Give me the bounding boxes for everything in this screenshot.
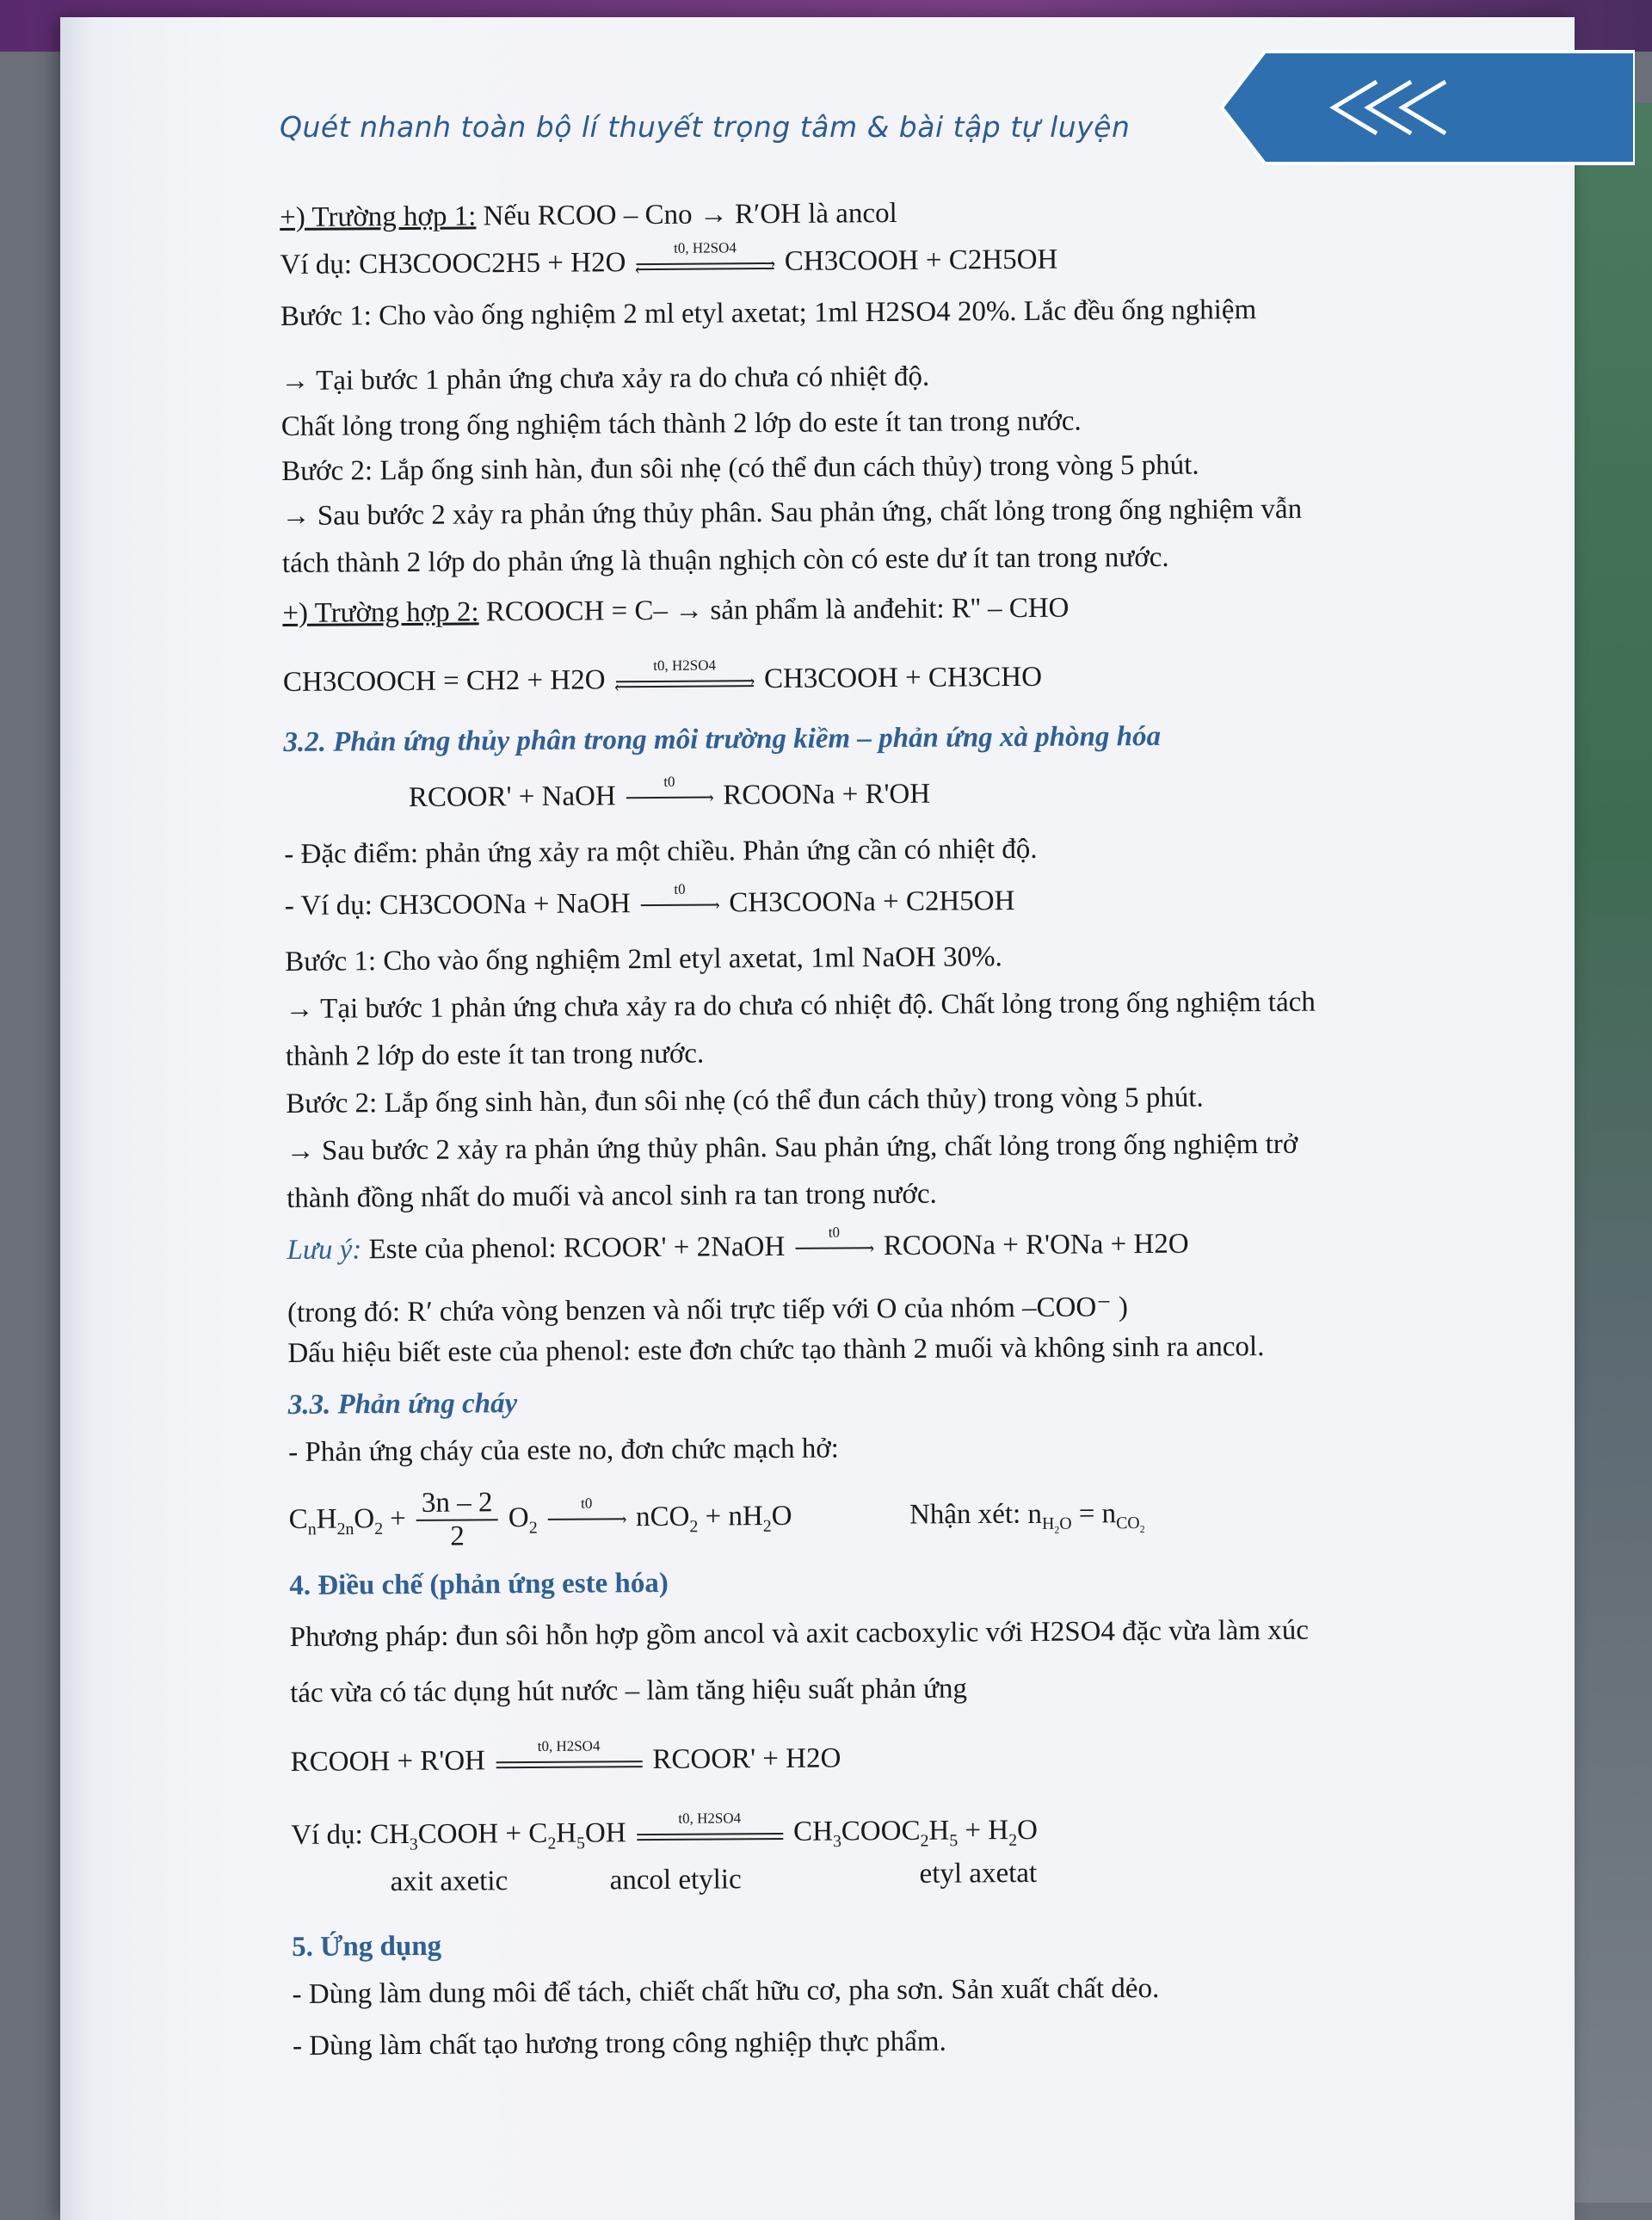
name-axit-axetic: axit axetic <box>390 1865 509 1898</box>
example1-equation <box>280 239 1058 281</box>
step1-text: Bước 1: Cho vào ống nghiệm 2 ml etyl axetat; 1ml H2SO4 20%. Lắc đều ống nghiệm <box>280 294 1257 332</box>
application-item-1: - Dùng làm dung môi để tách, chiết chất hữu cơ, pha sơn. Sản xuất chất dẻo. <box>292 1972 1160 2010</box>
note-label: Lưu ý: <box>287 1234 362 1266</box>
name-etyl-axetat: etyl axetat <box>919 1857 1038 1890</box>
naoh-step2-text: Bước 2: Lắp ống sinh hàn, đun sôi nhẹ (có thể đun cách thủy) trong vòng 5 phút. <box>286 1082 1204 1119</box>
section-3-3-title: 3.3. Phản ứng cháy <box>287 1388 518 1421</box>
book-page <box>60 17 1575 2220</box>
combustion-products: $nCO_2 + nH_2O$ <box>635 1500 792 1536</box>
phenol-note-detail: (trong đó: R′ chứa vòng benzen và nối trực tiếp với O của nhóm –COO⁻ ) <box>287 1292 1129 1329</box>
note-text: Este của phenol: <box>368 1232 557 1266</box>
example3-reactants: CH3COONa + NaOH <box>379 888 631 922</box>
arrow-right-icon: t0 › <box>626 789 712 807</box>
combustion-relation: $n_{H_2O} = n_{CO_2}$ <box>1027 1497 1145 1536</box>
step1-note-1: → Tại bước 1 phản ứng chưa xảy ra do chưa có nhiệt độ. <box>280 361 930 397</box>
combustion-oxygen: $O_2$ <box>508 1502 538 1538</box>
section-3-2-title: 3.2. Phản ứng thủy phân trong môi trường kiềm – phản ứng xà phòng hóa <box>283 720 1162 758</box>
naoh-step1-note-2: thành 2 lớp do este ít tan trong nước. <box>285 1038 705 1072</box>
combustion-reactant: $C_nH_{2n}O_2$ + <box>288 1502 406 1539</box>
naoh-step2-note-2: thành đồng nhất do muối và ancol sinh ra tan trong nước. <box>286 1178 937 1214</box>
method-line-1: Phương pháp: đun sôi hỗn hợp gồm ancol và axit cacboxylic với H2SO4 đặc vừa làm xúc <box>289 1614 1310 1653</box>
naoh-step1-note-1: → Tại bước 1 phản ứng chưa xảy ra do chưa có nhiệt độ. Chất lỏng trong ống nghiệm tách <box>285 986 1316 1025</box>
case1-text: Nếu RCOO – Cno → R′OH là ancol <box>483 197 897 232</box>
naoh-step2-note-1: → Sau bước 2 xảy ra phản ứng thủy phân. Sau phản ứng, chất lỏng trong ống nghiệm trở <box>286 1128 1298 1167</box>
equilibrium-arrow-icon <box>637 1810 783 1843</box>
reversible-arrow-icon: t0, H2SO4 › ‹ <box>613 657 755 695</box>
saponification-products: RCOONa + R'OH <box>723 778 931 811</box>
section-5-title: 5. Ứng dụng <box>292 1930 442 1963</box>
arrow-right-icon: t0 › <box>795 1240 872 1258</box>
reaction-condition: t0, H2SO4 <box>537 1737 601 1755</box>
step2-note-1: → Sau bước 2 xảy ra phản ứng thủy phân. Sau phản ứng, chất lỏng trong ống nghiệm vẫn <box>281 493 1303 532</box>
example2-products: CH3COOH + CH3CHO <box>763 661 1043 695</box>
case1-line <box>280 198 897 234</box>
step2-text: Bước 2: Lắp ống sinh hàn, đun sôi nhẹ (có thể đun cách thủy) trong vòng 5 phút. <box>281 449 1199 487</box>
ester-example-equation <box>291 1810 1038 1856</box>
reversible-arrow-icon: t0, H2SO4 › ‹ <box>634 239 776 278</box>
combustion-equation <box>288 1483 1144 1554</box>
method-line-2: tác vừa có tác dụng hút nước – làm tăng hiệu suất phản ứng <box>290 1673 968 1709</box>
section-4-title: 4. Điều chế (phản ứng este hóa) <box>289 1567 669 1601</box>
page-content <box>280 189 1527 2062</box>
example3-products: CH3COONa + C2H5OH <box>729 885 1015 919</box>
example1-products: CH3COOH + C2H5OH <box>784 244 1058 277</box>
reaction-condition: t0, H2SO4 <box>678 1810 742 1828</box>
step1-note-2: Chất lỏng trong ống nghiệm tách thành 2 lớp do este ít tan trong nước. <box>280 405 1082 442</box>
phenol-reactants: RCOOR' + 2NaOH <box>563 1230 786 1264</box>
saponification-equation <box>408 774 931 814</box>
case2-line <box>282 593 1069 630</box>
coefficient-fraction <box>416 1487 498 1553</box>
case2-label: +) Trường hợp 2: <box>282 596 479 629</box>
saponification-reactants: RCOOR' + NaOH <box>408 780 616 813</box>
naoh-step1-text: Bước 1: Cho vào ống nghiệm 2ml etyl axetat, 1ml NaOH 30%. <box>285 941 1002 977</box>
name-ancol-etylic: ancol etylic <box>609 1864 742 1896</box>
reaction-condition: t0 <box>828 1224 841 1241</box>
ester-example-reactants: $CH_3COOH + C_2H_5OH$ <box>369 1817 626 1854</box>
combustion-comment: Nhận xét: <box>909 1498 1021 1531</box>
example1-label: Ví dụ: <box>280 249 353 281</box>
reaction-condition: t0 <box>674 881 686 898</box>
phenol-products: RCOONa + R'ONa + H2O <box>883 1228 1189 1262</box>
phenol-note-line <box>287 1224 1189 1267</box>
fraction-denominator: 2 <box>450 1520 465 1552</box>
example3-equation <box>284 881 1015 922</box>
fraction-numerator: 3n – 2 <box>416 1487 498 1521</box>
combustion-desc: - Phản ứng cháy của este no, đơn chức mạch hở: <box>288 1433 840 1468</box>
phenol-sign: Dấu hiệu biết este của phenol: este đơn chức tạo thành 2 muối và không sinh ra ancol. <box>287 1331 1265 1369</box>
esterification-equation <box>290 1737 841 1778</box>
esterification-products: RCOOR' + H2O <box>652 1742 841 1776</box>
equilibrium-arrow-icon <box>496 1737 642 1772</box>
ester-example-label: Ví dụ: <box>291 1819 363 1851</box>
feature-text: - Đặc điểm: phản ứng xảy ra một chiều. Phản ứng cần có nhiệt độ. <box>284 833 1038 870</box>
case1-label: +) Trường hợp 1: <box>280 200 477 233</box>
example1-reactants: CH3COOC2H5 + H2O <box>359 247 626 281</box>
header-banner <box>1205 34 1635 172</box>
ester-example-products: $CH_3COOC_2H_5 + H_2O$ <box>792 1814 1038 1852</box>
reaction-condition: t0, H2SO4 <box>653 657 717 675</box>
example3-label: - Ví dụ: <box>284 890 373 922</box>
application-item-2: - Dùng làm chất tạo hương trong công nghiệp thực phẩm. <box>292 2026 946 2062</box>
arrow-right-icon: t0 › <box>548 1510 626 1528</box>
arrow-right-icon: t0 › <box>641 897 718 915</box>
esterification-reactants: RCOOH + R'OH <box>290 1745 486 1778</box>
step2-note-2: tách thành 2 lớp do phản ứng là thuận nghịch còn có este dư ít tan trong nước. <box>281 541 1169 579</box>
page-header-title: Quét nhanh toàn bộ lí thuyết trọng tâm & bài tập tự luyện <box>280 110 1131 144</box>
example2-reactants: CH3COOCH = CH2 + H2O <box>282 664 606 698</box>
example2-equation <box>282 657 1043 699</box>
case2-text: RCOOCH = C– → sản phẩm là anđehit: R'' – CHO <box>485 592 1069 628</box>
reaction-condition: t0 <box>581 1495 593 1512</box>
reaction-condition: t0, H2SO4 <box>674 239 737 257</box>
reaction-condition: t0 <box>663 774 675 791</box>
